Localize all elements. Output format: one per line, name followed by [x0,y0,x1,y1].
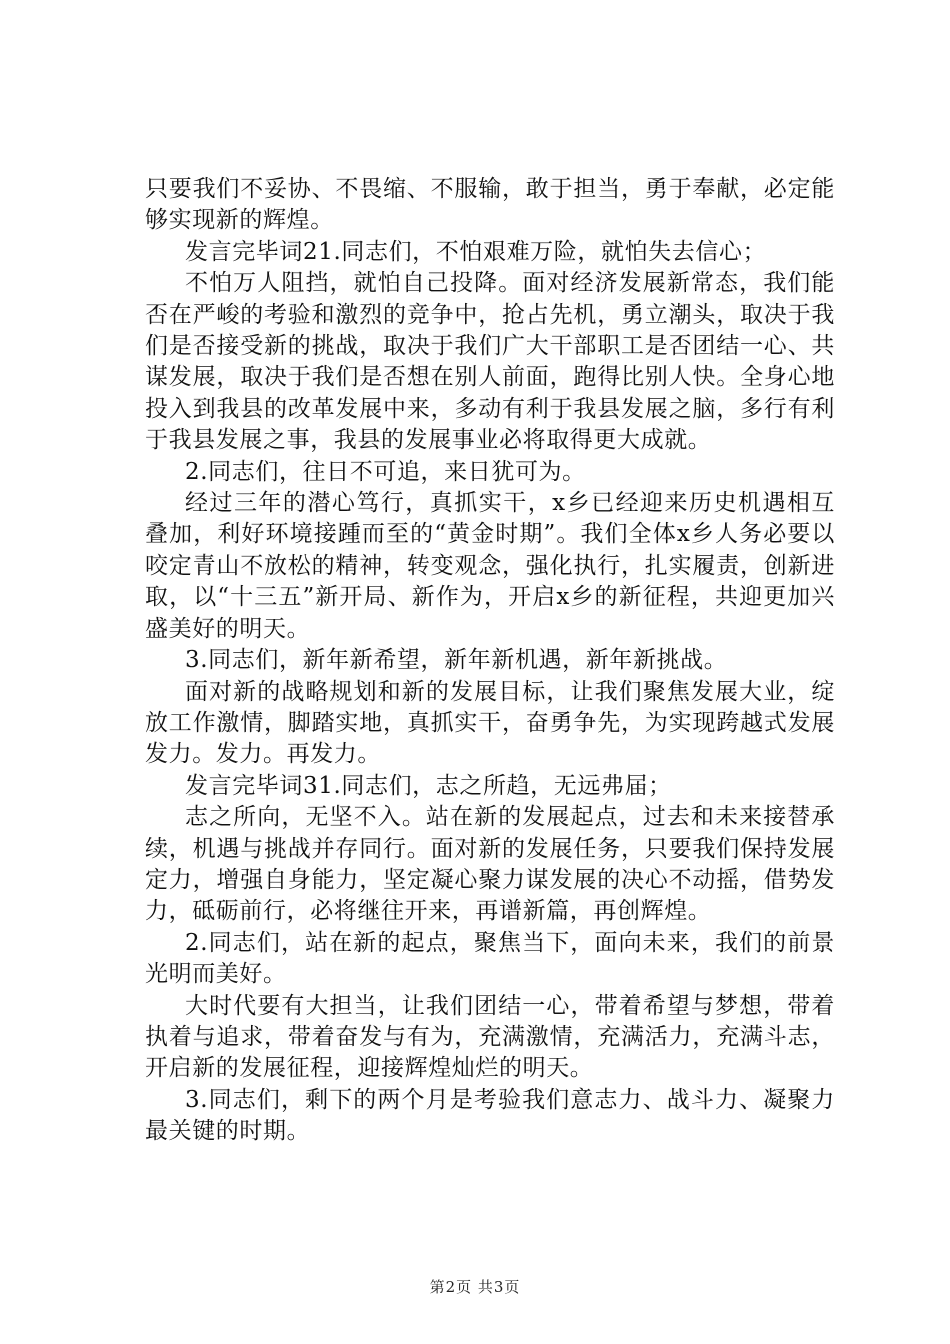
paragraph-11: 大时代要有大担当，让我们团结一心，带着希望与梦想，带着执着与追求，带着奋发与有为，充满激情，充满活力，充满斗志，开启新的发展征程，迎接辉煌灿烂的明天。 [145,992,835,1082]
paragraph-10: 2.同志们，站在新的起点，聚焦当下，面向未来，我们的前景光明而美好。 [145,929,835,988]
paragraph-9: 志之所向，无坚不入。站在新的发展起点，过去和未来接替承续，机遇与挑战并存同行。面对新的发展任务，只要我们保持发展定力，增强自身能力，坚定凝心聚力谋发展的决心不动摇，借势发力，砥砺前行，必将继往开来，再谱新篇，再创辉煌。 [145,804,835,925]
paragraph-5: 经过三年的潜心笃行，真抓实干，x乡已经迎来历史机遇相互叠加，利好环境接踵而至的“黄金时期”。我们全体x乡人务必要以咬定青山不放松的精神，转变观念，强化执行，扎实履责，创新进取，以“十三五”新开局、新作为，开启x乡的新征程，共迎更加兴盛美好的明天。 [145,490,835,642]
paragraph-4: 2.同志们，往日不可追，来日犹可为。 [185,458,586,485]
page-number-footer: 第2页 共3页 [429,1278,521,1296]
paragraph-7: 面对新的战略规划和新的发展目标，让我们聚焦发展大业，绽放工作激情，脚踏实地，真抓实干，奋勇争先，为实现跨越式发展发力。发力。再发力。 [145,678,835,768]
paragraph-8: 发言完毕词31.同志们，志之所趋，无远弗届； [185,772,672,799]
paragraph-12: 3.同志们，剩下的两个月是考验我们意志力、战斗力、凝聚力最关键的时期。 [145,1086,835,1145]
paragraph-2: 发言完毕词21.同志们，不怕艰难万险，就怕失去信心； [185,238,767,265]
document-body [145,174,835,1148]
paragraph-6: 3.同志们，新年新希望，新年新机遇，新年新挑战。 [185,647,728,674]
paragraph-3: 不怕万人阻挡，就怕自己投降。面对经济发展新常态，我们能否在严峻的考验和激烈的竞争中，抢占先机，勇立潮头，取决于我们是否接受新的挑战，取决于我们广大干部职工是否团结一心、共谋发展，取决于我们是否想在别人前面，跑得比别人快。全身心地投入到我县的改革发展中来，多动有利于我县发展之脑，多行有利于我县发展之事，我县的发展事业必将取得更大成就。 [145,270,835,454]
paragraph-1: 只要我们不妥协、不畏缩、不服输，敢于担当，勇于奉献，必定能够实现新的辉煌。 [145,176,835,234]
